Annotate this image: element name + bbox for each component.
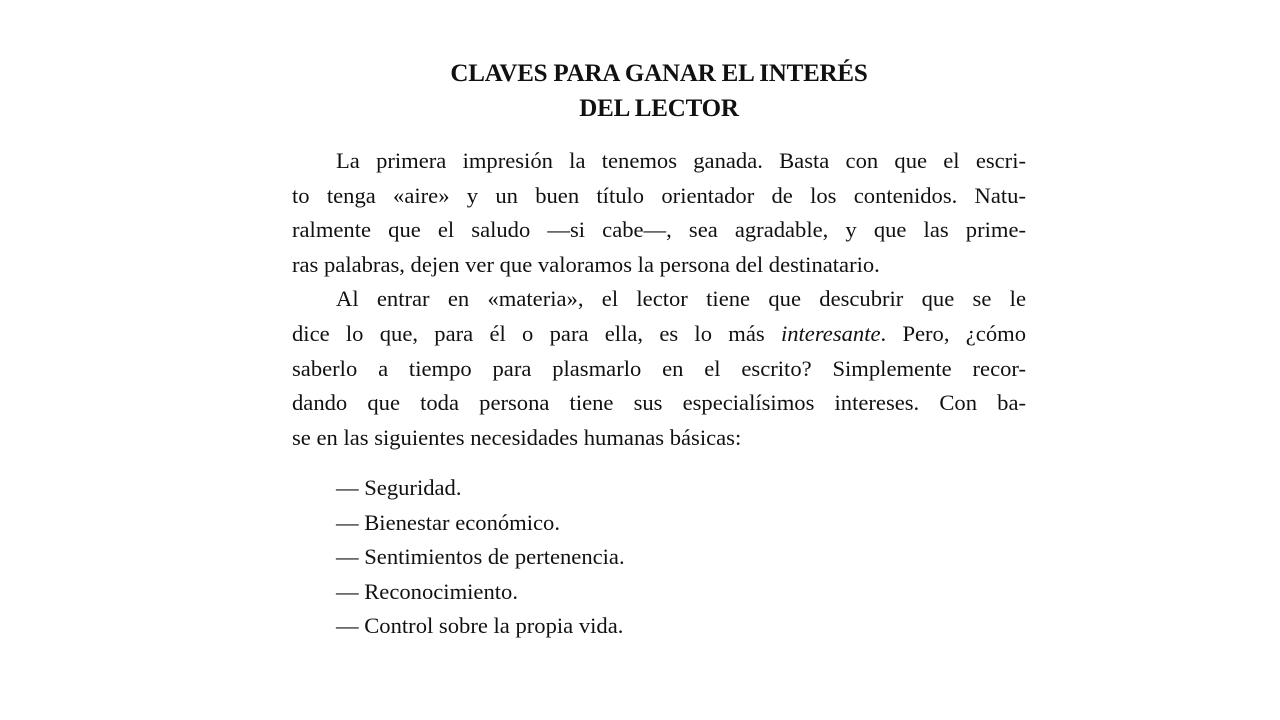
- paragraph-1-line: to tenga «aire» y un buen título orientador de los contenidos. Natu-: [292, 182, 1026, 208]
- title-line-1: CLAVES PARA GANAR EL INTERÉS: [450, 60, 868, 87]
- paragraph-2-text: dice lo que, para él o para ella, es lo más: [292, 320, 781, 346]
- paragraph-2-line: se en las siguientes necesidades humanas básicas:: [292, 424, 742, 450]
- paragraph-2-line: [292, 317, 1026, 352]
- document-title: [292, 56, 1026, 126]
- paragraph-1-line: La primera impresión la tenemos ganada. Basta con que el escri-: [336, 148, 1026, 173]
- document-body: [292, 144, 1026, 455]
- list-item: — Bienestar económico.: [336, 509, 560, 535]
- list-item: — Reconocimiento.: [336, 578, 518, 604]
- paragraph-1-line: ras palabras, dejen ver que valoramos la persona del destinatario.: [292, 251, 880, 277]
- paragraph-2: [292, 282, 1026, 455]
- paragraph-2-line: saberlo a tiempo para plasmarlo en el escrito? Simplemente recor-: [292, 355, 1026, 381]
- paragraph-2-line: Al entrar en «materia», el lector tiene que descubrir que se le: [336, 286, 1026, 312]
- paragraph-1-line: ralmente que el saludo —si cabe—, sea agradable, y que las prime-: [292, 217, 1026, 243]
- paragraph-2-line: dando que toda persona tiene sus especialísimos intereses. Con ba-: [292, 390, 1026, 416]
- list-item: — Seguridad.: [336, 475, 462, 501]
- list-item: — Control sobre la propia vida.: [336, 612, 624, 638]
- paragraph-1: [292, 144, 1026, 282]
- title-line-2: DEL LECTOR: [579, 95, 739, 122]
- paragraph-2-text: . Pero, ¿cómo: [880, 320, 1027, 346]
- emphasis-word: interesante: [780, 320, 881, 346]
- list-item: — Sentimientos de pertenencia.: [336, 544, 625, 570]
- document-page: [292, 56, 1026, 643]
- needs-list: [292, 471, 1026, 643]
